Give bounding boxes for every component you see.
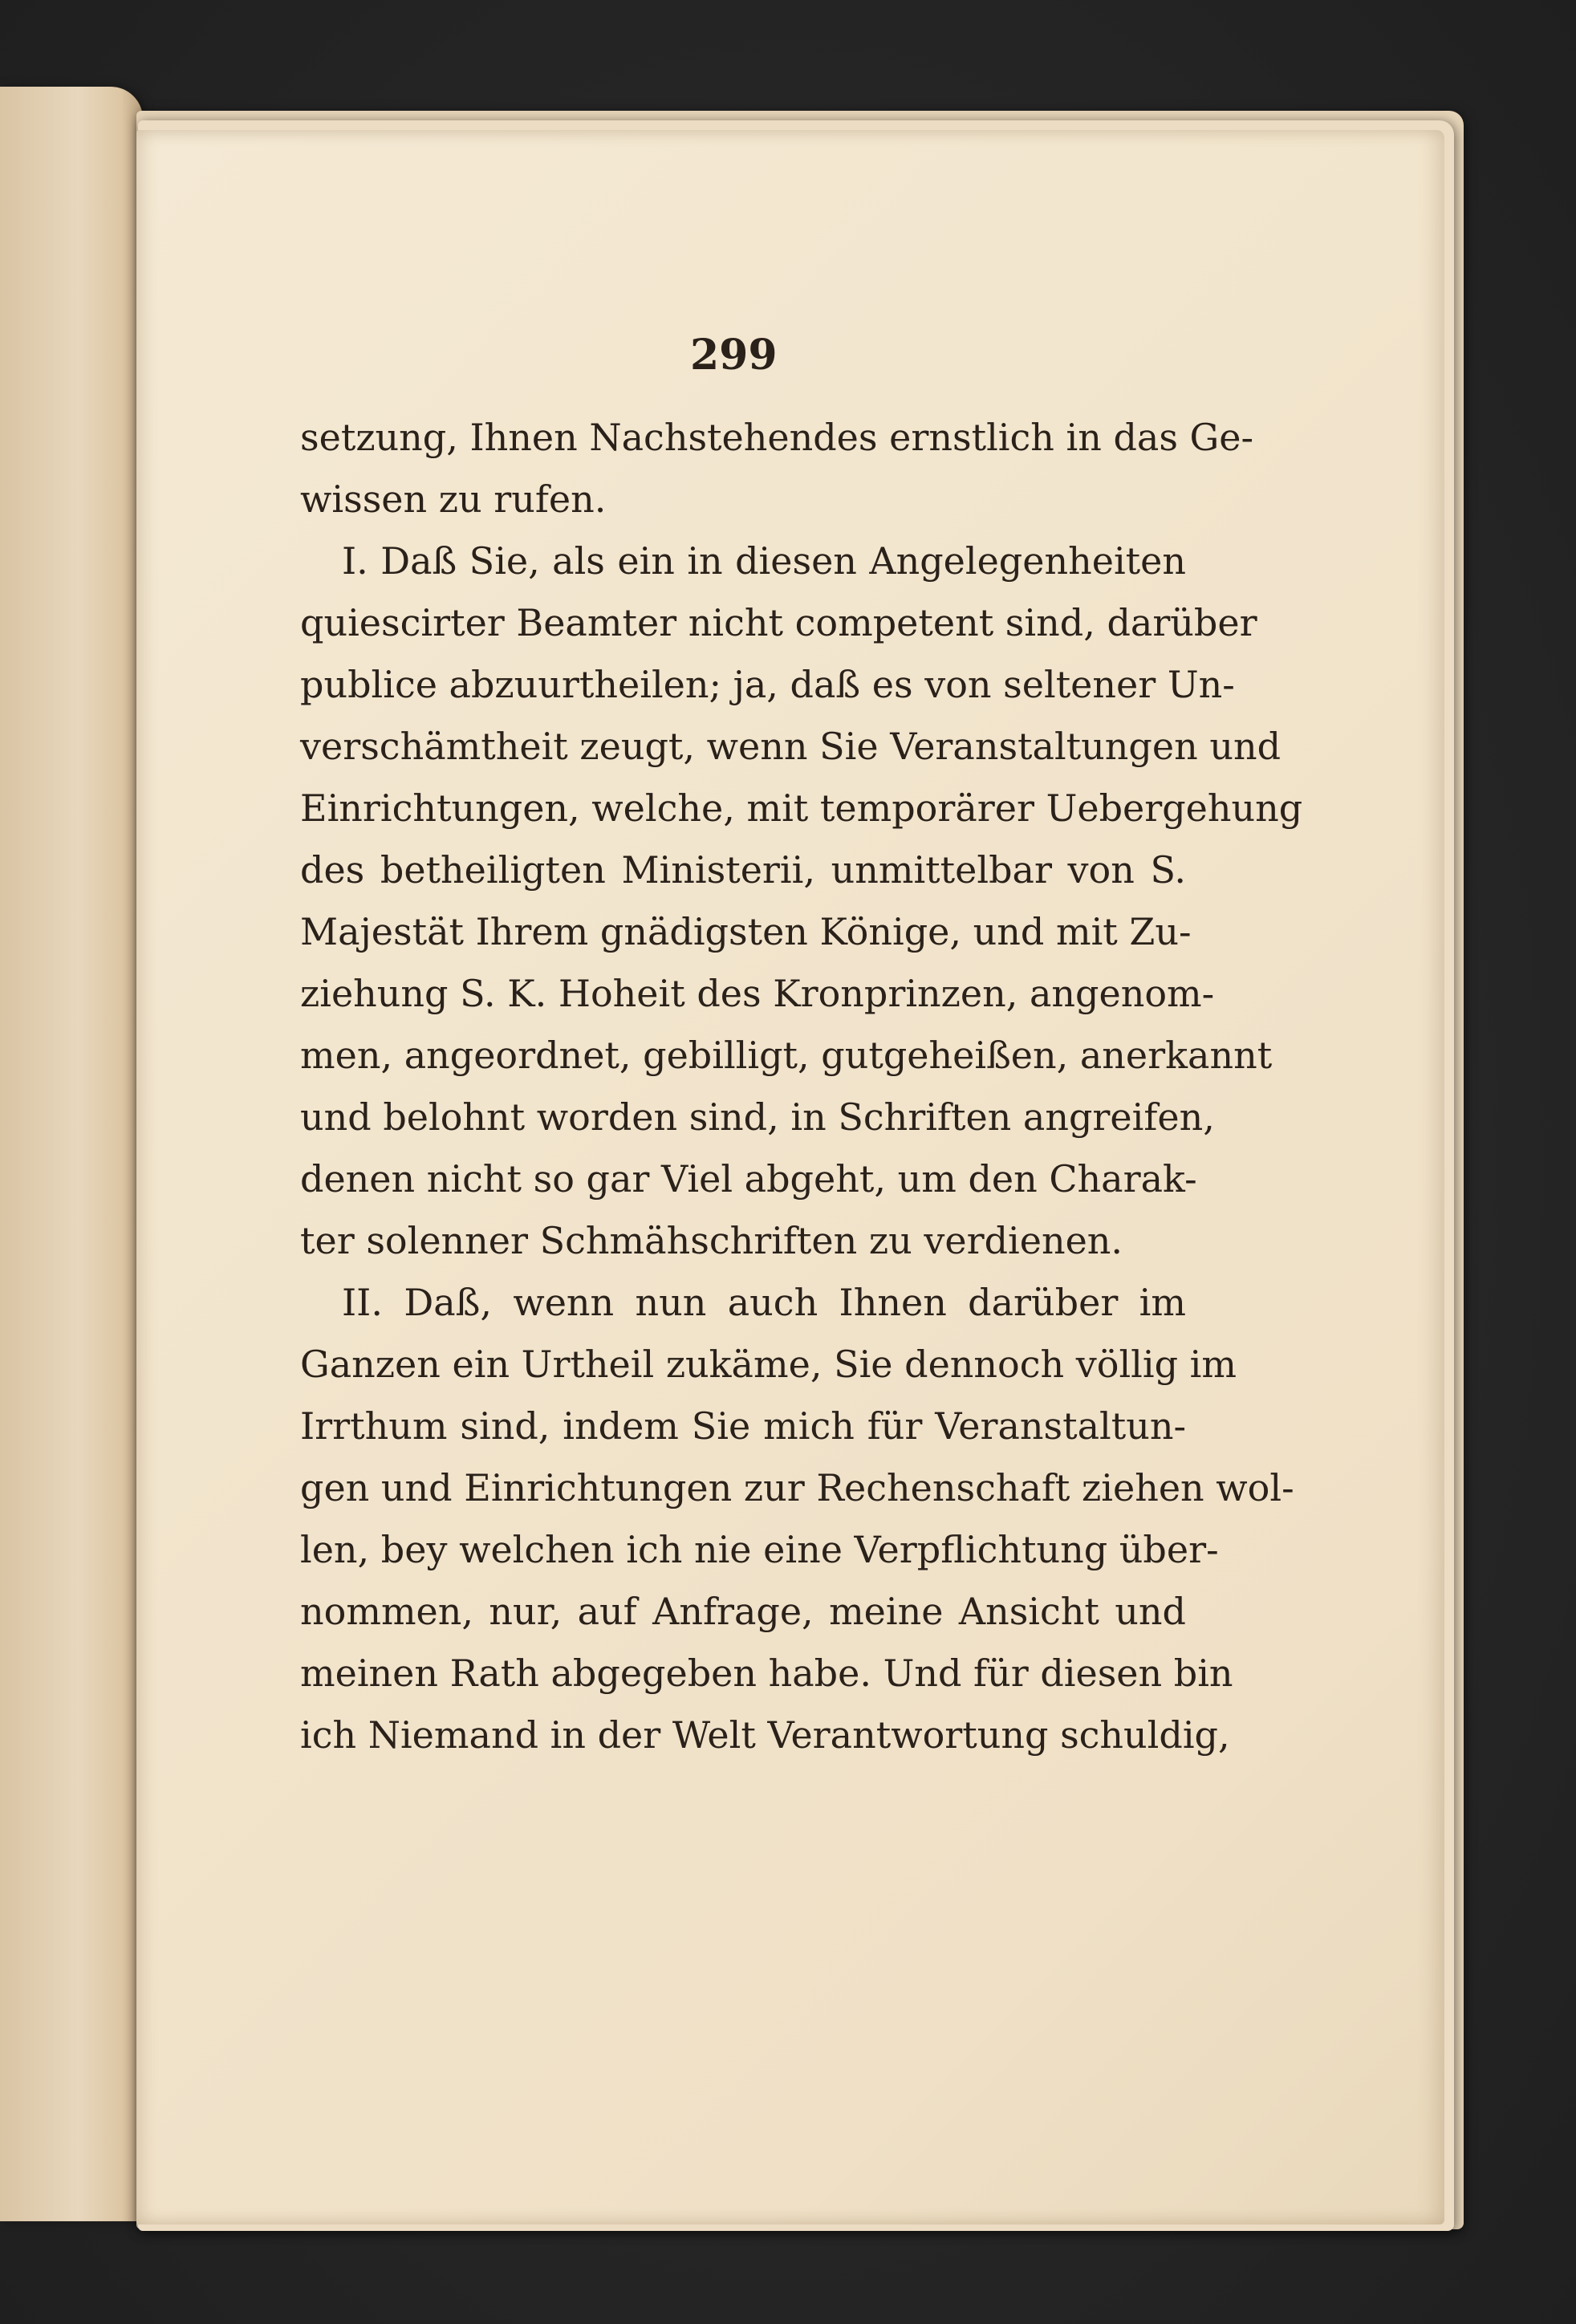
text-line: und belohnt worden sind, in Schriften angreifen, [300, 1095, 1215, 1139]
text-line: Ganzen ein Urtheil zukäme, Sie dennoch völlig im [300, 1343, 1237, 1386]
text-line: ter solenner Schmähschriften zu verdienen. [300, 1219, 1123, 1262]
text-line: meinen Rath abgegeben habe. Und für diesen bin [300, 1652, 1233, 1695]
text-line: wissen zu rufen. [300, 477, 607, 521]
text-line: denen nicht so gar Viel abgeht, um den Charak- [300, 1157, 1197, 1201]
text-line: gen und Einrichtungen zur Rechenschaft ziehen wol- [300, 1466, 1294, 1509]
text-line: Irrthum sind, indem Sie mich für Veranstaltun- [300, 1404, 1186, 1448]
text-line: len, bey welchen ich nie eine Verpflichtung über- [300, 1528, 1219, 1571]
text-line: nommen, nur, auf Anfrage, meine Ansicht und [300, 1590, 1186, 1633]
text-line: quiescirter Beamter nicht competent sind, darüber [300, 601, 1257, 644]
text-line: II. Daß, wenn nun auch Ihnen darüber im [342, 1281, 1186, 1324]
left-page [0, 87, 143, 2221]
text-line: ich Niemand in der Welt Verantwortung schuldig, [300, 1713, 1230, 1757]
text-line: I. Daß Sie, als ein in diesen Angelegenheiten [342, 539, 1186, 583]
text-line: verschämtheit zeugt, wenn Sie Veranstaltungen und [300, 725, 1282, 768]
text-line: Einrichtungen, welche, mit temporärer Uebergehung [300, 786, 1303, 830]
page-number: 299 [690, 331, 778, 380]
text-line: men, angeordnet, gebilligt, gutgeheißen, anerkannt [300, 1034, 1273, 1077]
text-line: setzung, Ihnen Nachstehendes ernstlich in das Ge- [300, 416, 1254, 459]
text-line: publice abzuurtheilen; ja, daß es von seltener Un- [300, 663, 1235, 706]
text-line: des betheiligten Ministerii, unmittelbar von S. [300, 848, 1186, 892]
text-line: ziehung S. K. Hoheit des Kronprinzen, angenom- [300, 972, 1215, 1015]
text-line: Majestät Ihrem gnädigsten Könige, und mit Zu- [300, 910, 1192, 953]
